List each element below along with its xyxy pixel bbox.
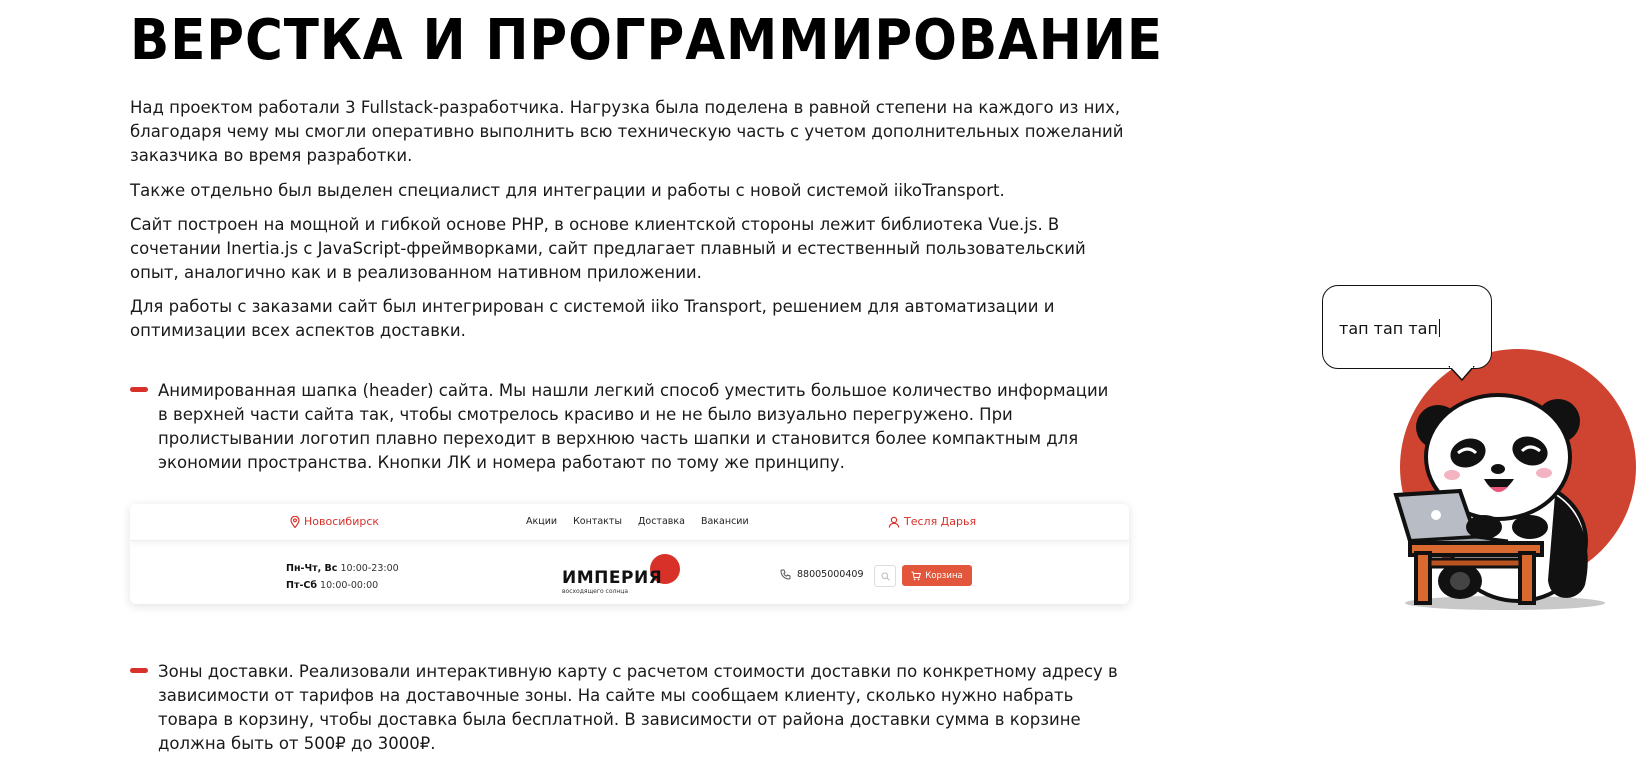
user-name: Тесля Дарья xyxy=(904,515,977,528)
user-account-link[interactable] xyxy=(888,515,976,528)
user-icon xyxy=(888,516,900,528)
hours-days: Пн-Чт, Вс xyxy=(286,563,338,574)
cart-label: Корзина xyxy=(925,570,963,581)
city-label: Новосибирск xyxy=(304,515,380,528)
search-button[interactable] xyxy=(874,565,896,587)
location-pin-icon xyxy=(290,516,300,528)
section-title: ВЕРСТКА И ПРОГРАММИРОВАНИЕ xyxy=(130,8,1163,73)
speech-bubble xyxy=(1322,285,1492,369)
bullet-header-text: Анимированная шапка (header) сайта. Мы нашли легкий способ уместить большое количество информации в верхней части сайта так, чтобы смотрелось красиво и не не было визуально перегружено. При пролистывании логотип плавно переходит в верхнюю часть шапки и становится более компактным для экономии пространства. Кнопки ЛК и номера работают по тому же принципу. xyxy=(158,381,1109,472)
hours-row xyxy=(286,577,399,594)
logo-tagline: восходящего солнца xyxy=(562,588,629,595)
panda-illustration xyxy=(1380,345,1640,615)
header-nav xyxy=(526,516,749,527)
nav-item-vacancies[interactable]: Вакансии xyxy=(700,516,749,527)
cart-button[interactable] xyxy=(902,565,972,586)
paragraph-specialist: Также отдельно был выделен специалист для интеграции и работы с новой системой iikoTransport. xyxy=(130,181,1005,200)
text-caret xyxy=(1439,319,1441,337)
panda-laptop-image xyxy=(1380,345,1640,615)
speech-bubble-tail xyxy=(1448,366,1478,382)
cart-icon xyxy=(911,571,921,581)
hours-days: Пт-Сб xyxy=(286,580,318,591)
city-selector[interactable] xyxy=(290,515,379,528)
phone-icon xyxy=(780,569,791,580)
bullet-marker xyxy=(130,387,148,392)
opening-hours xyxy=(286,560,399,594)
speech-bubble-text xyxy=(1339,319,1440,338)
paragraph-iiko: Для работы с заказами сайт был интегрирован с системой iiko Transport, решением для автоматизации и оптимизации всех аспектов доставки. xyxy=(130,297,1055,340)
phone-link[interactable] xyxy=(780,569,864,580)
search-icon xyxy=(881,572,890,581)
hours-time: 10:00-23:00 xyxy=(340,563,399,574)
nav-item-delivery[interactable]: Доставка xyxy=(637,516,685,527)
hours-row xyxy=(286,560,399,577)
phone-number: 88005000409 xyxy=(797,569,864,580)
header-preview xyxy=(130,504,1129,604)
nav-item-contacts[interactable]: Контакты xyxy=(573,516,622,527)
logo-name: ИМПЕРИЯ xyxy=(562,568,663,588)
bubble-typed-text: тап тап тап xyxy=(1339,319,1438,338)
site-logo[interactable] xyxy=(562,552,682,596)
header-preview-topbar xyxy=(130,504,1129,541)
bullet-marker xyxy=(130,668,148,673)
nav-item-promotions[interactable]: Акции xyxy=(526,516,558,527)
paragraph-stack: Сайт построен на мощной и гибкой основе PHP, в основе клиентской стороны лежит библиотека Vue.js. В сочетании Inertia.js с JavaScript-фреймворками, сайт предлагает плавный и естественный пользовательский опыт, аналогично как и в реализованном нативном приложении. xyxy=(130,215,1086,282)
hours-time: 10:00-00:00 xyxy=(320,580,379,591)
bullet-delivery-text: Зоны доставки. Реализовали интерактивную карту с расчетом стоимости доставки по конкретному адресу в зависимости от тарифов на доставочные зоны. На сайте мы сообщаем клиенту, сколько нужно набрать товара в корзину, чтобы доставка была бесплатной. В зависимости от района доставки сумма в корзине должна быть от 500₽ до 3000₽. xyxy=(158,662,1118,753)
paragraph-team: Над проектом работали 3 Fullstack-разработчика. Нагрузка была поделена в равной степени на каждого из них, благодаря чему мы смогли оперативно выполнить всю техническую часть с учетом дополнительных пожеланий заказчика во время разработки. xyxy=(130,98,1124,165)
